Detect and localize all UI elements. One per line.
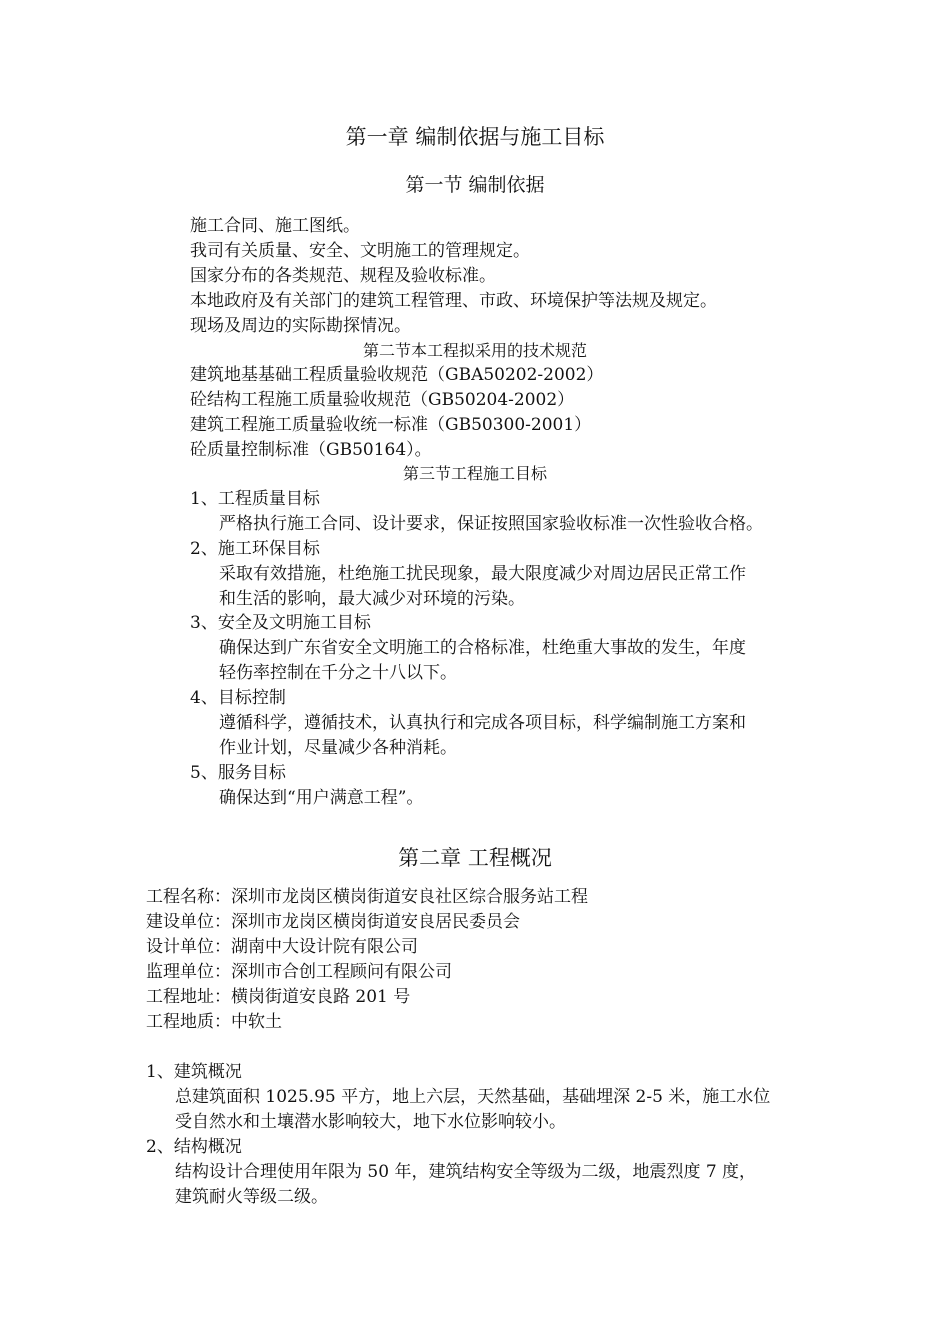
chapter-1-title: 第一章 编制依据与施工目标 — [345, 125, 605, 149]
paragraph-line: 建筑工程施工质量验收统一标准（GB50300-2001） — [190, 415, 592, 435]
paragraph-line: 施工合同、施工图纸。 — [190, 216, 360, 236]
project-info-line: 工程地址：横岗街道安良路 201 号 — [146, 987, 411, 1007]
list-item-text: 确保达到“用户满意工程”。 — [219, 788, 424, 808]
section-1-title: 第一节 编制依据 — [405, 174, 545, 196]
paragraph-line: 建筑地基基础工程质量验收规范（GBA50202-2002） — [190, 365, 604, 385]
chapter-2-title: 第二章 工程概况 — [398, 846, 552, 870]
list-item-text: 总建筑面积 1025.95 平方，地上六层，天然基础，基础埋深 2-5 米，施工水位 — [175, 1087, 771, 1107]
list-item-heading: 3、安全及文明施工目标 — [190, 613, 371, 633]
section-2-title: 第二节本工程拟采用的技术规范 — [362, 341, 587, 360]
paragraph-line: 现场及周边的实际勘探情况。 — [190, 316, 411, 336]
list-item-heading: 4、目标控制 — [190, 688, 286, 708]
paragraph-line: 砼质量控制标准（GB50164）。 — [190, 440, 432, 460]
paragraph-line: 我司有关质量、安全、文明施工的管理规定。 — [190, 241, 530, 261]
list-item-heading: 5、服务目标 — [190, 763, 286, 783]
list-item-text: 结构设计合理使用年限为 50 年，建筑结构安全等级为二级，地震烈度 7 度， — [175, 1162, 757, 1182]
list-item-text: 轻伤率控制在千分之十八以下。 — [219, 663, 457, 683]
project-info-line: 工程地质：中软土 — [146, 1012, 282, 1032]
paragraph-line: 本地政府及有关部门的建筑工程管理、市政、环境保护等法规及规定。 — [190, 291, 717, 311]
list-item-heading: 2、结构概况 — [146, 1137, 242, 1157]
list-item-text: 遵循科学，遵循技术，认真执行和完成各项目标，科学编制施工方案和 — [219, 713, 746, 733]
list-item-heading: 1、工程质量目标 — [190, 489, 320, 509]
project-info-line: 监理单位：深圳市合创工程顾问有限公司 — [146, 962, 452, 982]
list-item-heading: 2、施工环保目标 — [190, 539, 320, 559]
list-item-text: 严格执行施工合同、设计要求，保证按照国家验收标准一次性验收合格。 — [219, 514, 763, 534]
list-item-text: 采取有效措施，杜绝施工扰民现象，最大限度减少对周边居民正常工作 — [219, 564, 746, 584]
project-info-line: 设计单位：湖南中大设计院有限公司 — [146, 937, 418, 957]
project-info-line: 建设单位：深圳市龙岗区横岗街道安良居民委员会 — [146, 912, 520, 932]
list-item-text: 确保达到广东省安全文明施工的合格标准，杜绝重大事故的发生，年度 — [219, 638, 746, 658]
section-3-title: 第三节工程施工目标 — [402, 464, 547, 483]
list-item-text: 和生活的影响，最大减少对环境的污染。 — [219, 589, 525, 609]
paragraph-line: 砼结构工程施工质量验收规范（GB50204-2002） — [190, 390, 575, 410]
list-item-text: 建筑耐火等级二级。 — [175, 1187, 328, 1207]
list-item-heading: 1、建筑概况 — [146, 1062, 242, 1082]
project-info-line: 工程名称：深圳市龙岗区横岗街道安良社区综合服务站工程 — [146, 887, 588, 907]
list-item-text: 作业计划，尽量减少各种消耗。 — [219, 738, 457, 758]
paragraph-line: 国家分布的各类规范、规程及验收标准。 — [190, 266, 496, 286]
list-item-text: 受自然水和土壤潜水影响较大，地下水位影响较小。 — [175, 1112, 566, 1132]
